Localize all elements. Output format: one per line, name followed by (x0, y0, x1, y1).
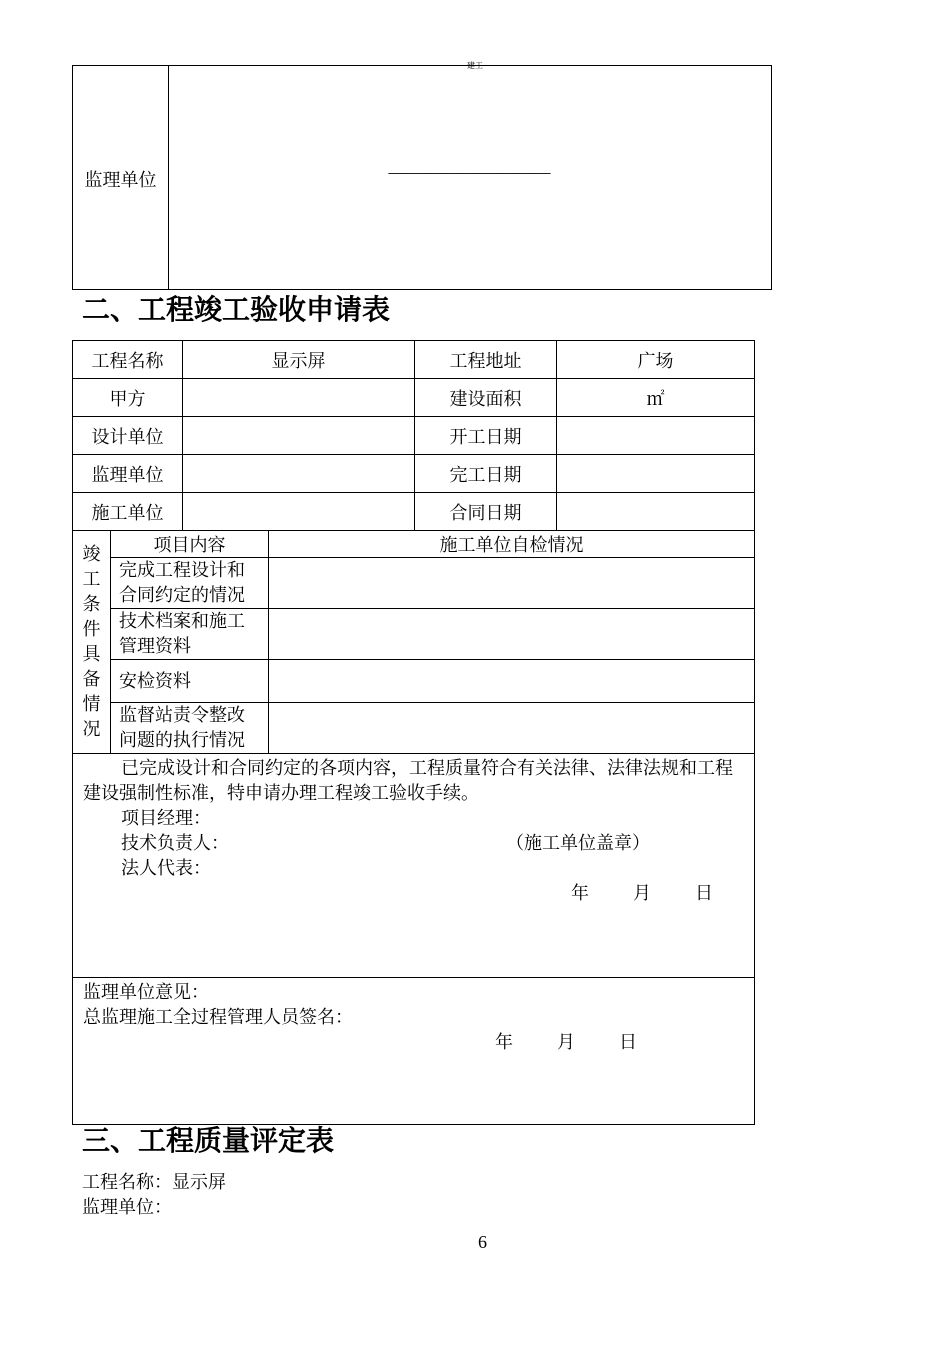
value-project-address: 广场 (557, 341, 755, 379)
supervisor-date: 年 月 日 (495, 1032, 637, 1052)
value-area: ㎡ (557, 379, 755, 417)
value-project-name: 显示屏 (183, 341, 415, 379)
completion-application-table (72, 340, 755, 1125)
table-row (73, 417, 755, 455)
supervision-label: 监理单位 (84, 170, 157, 190)
col-self-check: 施工单位自检情况 (269, 531, 755, 558)
table-row (73, 341, 755, 379)
item-design-contract: 完成工程设计和 合同约定的情况 (111, 558, 269, 609)
table-row (73, 660, 755, 703)
table-row (73, 531, 755, 558)
item-tech-archive: 技术档案和施工 管理资料 (111, 609, 269, 660)
statement-text: 已完成设计和合同约定的各项内容，工程质量符合有关法律、法律法规和工程建设强制性标准，特申请办理工程竣工验收手续。 (83, 758, 733, 803)
seal-label: （施工单位盖章） (506, 833, 650, 853)
check-design-contract (269, 558, 755, 609)
tech-lead-label: 技术负责人： (121, 833, 229, 853)
table-row (73, 455, 755, 493)
project-manager-line: 项目经理： (121, 808, 211, 828)
value-party-a (183, 379, 415, 417)
legal-rep-line: 法人代表： (121, 858, 211, 878)
col-item-content: 项目内容 (111, 531, 269, 558)
section3-supervisor: 监理单位： (82, 1197, 172, 1217)
label-project-address: 工程地址 (415, 341, 557, 379)
value-design-unit (183, 417, 415, 455)
table-row (73, 703, 755, 754)
supervision-table (72, 65, 772, 290)
table-row (73, 978, 755, 1125)
supervisor-sign-label: 总监理施工全过程管理人员签名： (83, 1007, 353, 1027)
check-tech-archive (269, 609, 755, 660)
supervisor-opinion-cell (73, 978, 755, 1125)
check-safety (269, 660, 755, 703)
tech-lead-line (83, 831, 744, 856)
label-area: 建设面积 (415, 379, 557, 417)
check-rectification (269, 703, 755, 754)
header-mark: 建工 (467, 61, 483, 70)
table-row (73, 493, 755, 531)
page-number: 6 (478, 1232, 487, 1252)
item-safety: 安检资料 (111, 660, 269, 703)
label-supervision-unit: 监理单位 (73, 455, 183, 493)
label-party-a: 甲方 (73, 379, 183, 417)
application-date: 年 月 日 (571, 883, 713, 903)
item-rectification: 监督站责令整改 问题的执行情况 (111, 703, 269, 754)
section3-project-name: 工程名称：显示屏 (82, 1172, 226, 1192)
table-row (73, 609, 755, 660)
label-finish-date: 完工日期 (415, 455, 557, 493)
supervisor-opinion-label: 监理单位意见： (83, 982, 209, 1002)
value-construction-unit (183, 493, 415, 531)
label-construction-unit: 施工单位 (73, 493, 183, 531)
table-row (73, 754, 755, 978)
value-supervision-unit (183, 455, 415, 493)
vertical-condition-label: 竣 工 条 件 具 备 情 况 (73, 531, 111, 754)
label-design-unit: 设计单位 (73, 417, 183, 455)
label-project-name: 工程名称 (73, 341, 183, 379)
label-start-date: 开工日期 (415, 417, 557, 455)
label-contract-date: 合同日期 (415, 493, 557, 531)
value-finish-date (557, 455, 755, 493)
table-row (73, 558, 755, 609)
value-contract-date (557, 493, 755, 531)
signature-dashes: ————————— (388, 162, 551, 182)
table-row (73, 379, 755, 417)
application-statement-cell (73, 754, 755, 978)
section3-title: 三、工程质量评定表 (82, 1124, 335, 1157)
section2-title: 二、工程竣工验收申请表 (82, 293, 391, 326)
value-start-date (557, 417, 755, 455)
